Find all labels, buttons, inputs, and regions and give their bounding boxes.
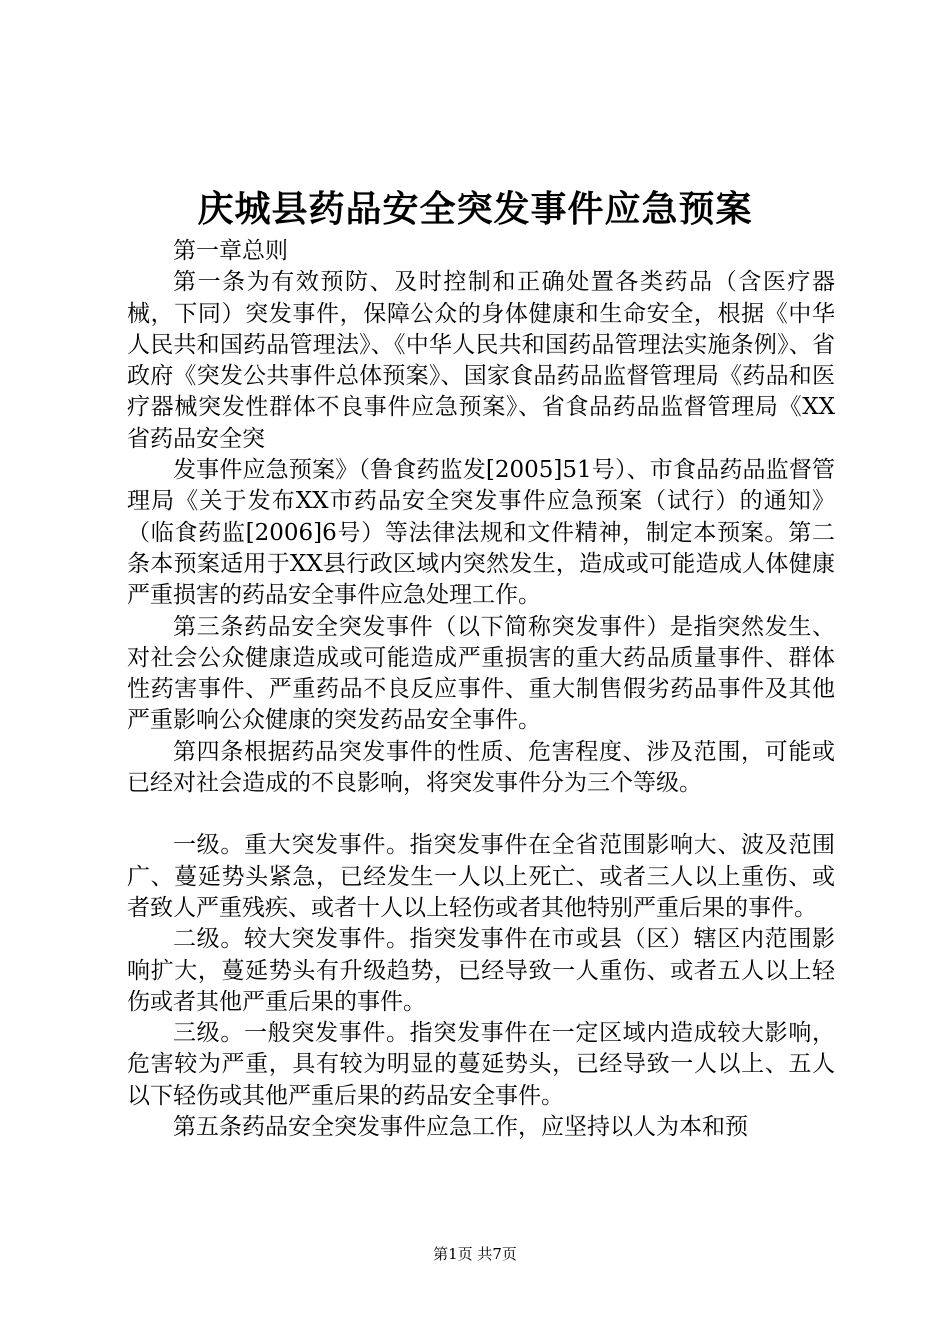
document-title: 庆城县药品安全突发事件应急预案	[197, 189, 753, 230]
paragraph-article-4: 第四条根据药品突发事件的性质、危害程度、涉及范围，可能或已经对社会造成的不良影响，将突发事件分为三个等级。	[127, 738, 835, 797]
paragraph-article-5: 第五条药品安全突发事件应急工作，应坚持以人为本和预	[173, 1114, 748, 1141]
paragraph-level-3: 三级。一般突发事件。指突发事件在一定区域内造成较大影响，危害较为严重，具有较为明显的蔓延势头，已经导致一人以上、五人以下轻伤或其他严重后果的药品安全事件。	[127, 1020, 835, 1109]
paragraph-article-3: 第三条药品安全突发事件（以下简称突发事件）是指突然发生、对社会公众健康造成或可能造成严重损害的重大药品质量事件、群体性药害事件、严重药品不良反应事件、重大制售假劣药品事件及其他严重影响公众健康的突发药品安全事件。	[127, 613, 835, 734]
chapter-heading: 第一章总则	[173, 238, 288, 264]
paragraph-article-1: 第一条为有效预防、及时控制和正确处置各类药品（含医疗器械，下同）突发事件，保障公众的身体健康和生命安全，根据《中华人民共和国药品管理法》、《中华人民共和国药品管理法实施条例》、省政府《突发公共事件总体预案》、国家食品药品监督管理局《药品和医疗器械突发性群体不良事件应急预案》、省食品药品监督管理局《XX省药品安全突	[127, 269, 835, 452]
paragraph-article-1-continued: 发事件应急预案》（鲁食药监发[2005]51号）、市食品药品监督管理局《关于发布XX市药品安全突发事件应急预案（试行）的通知》（临食药监[2006]6号）等法律法规和文件精神，制定本预案。第二条本预案适用于XX县行政区域内突然发生，造成或可能造成人体健康严重损害的药品安全事件应急处理工作。	[127, 457, 835, 609]
document-body	[127, 236, 835, 1143]
page-number: 第1页 共7页	[433, 1245, 517, 1263]
paragraph-level-1: 一级。重大突发事件。指突发事件在全省范围影响大、波及范围广、蔓延势头紧急，已经发生一人以上死亡、或者三人以上重伤、或者致人严重残疾、或者十人以上轻伤或者其他特别严重后果的事件。	[127, 832, 835, 921]
paragraph-level-2: 二级。较大突发事件。指突发事件在市或县（区）辖区内范围影响扩大，蔓延势头有升级趋势，已经导致一人重伤、或者五人以上轻伤或者其他严重后果的事件。	[127, 926, 835, 1015]
